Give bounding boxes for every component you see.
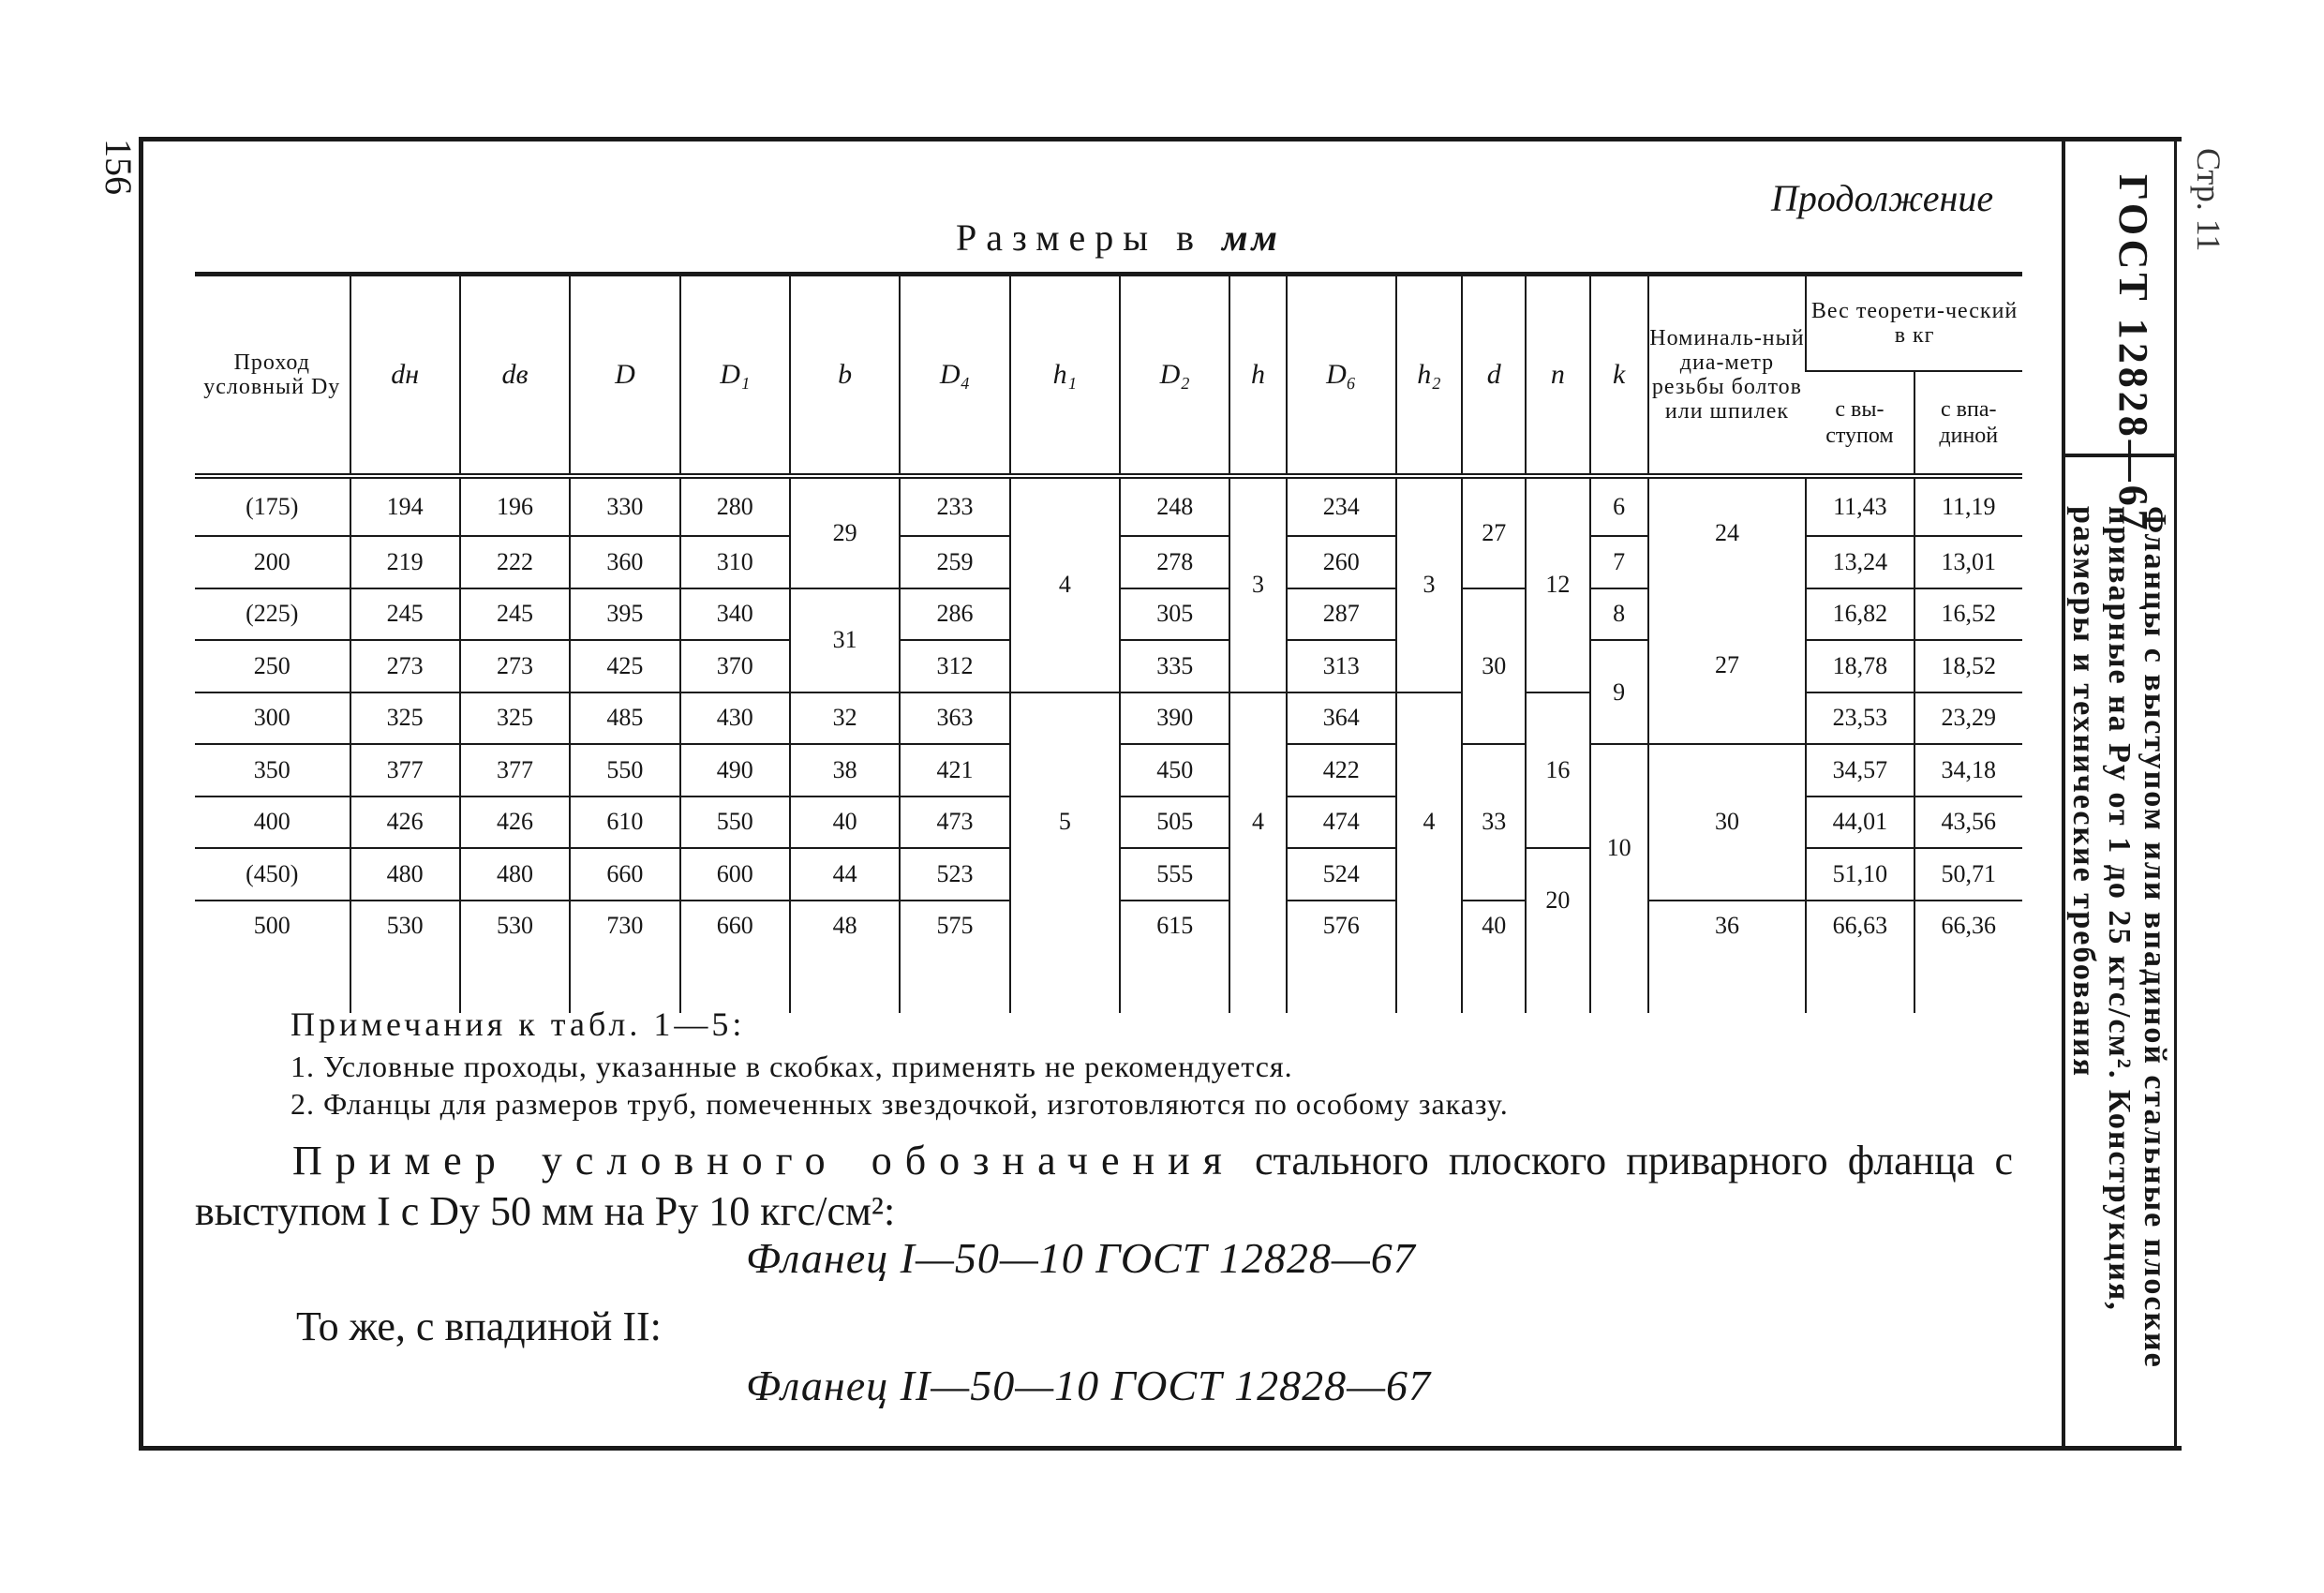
- cell-n-merged: 12: [1526, 476, 1589, 692]
- cell-D: 610: [570, 796, 679, 849]
- cell-k: 8: [1590, 588, 1648, 641]
- cell-D: 395: [570, 588, 679, 641]
- cell-dn: 325: [350, 692, 460, 745]
- cell-b: 32: [790, 692, 900, 745]
- same-recessed: То же, с впадиной II:: [296, 1303, 662, 1349]
- cell-dv: 426: [460, 796, 570, 849]
- header-dn: dн: [350, 275, 460, 477]
- cell-D4: 286: [900, 588, 1009, 641]
- cell-dv: 196: [460, 476, 570, 536]
- cell-D6: 313: [1287, 640, 1396, 692]
- header-b: b: [790, 275, 900, 477]
- cell-D2: 278: [1120, 536, 1229, 588]
- sheet-label: Стр. 11: [2190, 148, 2227, 252]
- cell-bolt-merged: 30: [1648, 744, 1807, 901]
- cell-h-merged: 4: [1229, 692, 1286, 952]
- title-line: приварные на Py от 1 до 25 кгс/см². Конструкция,: [2102, 506, 2137, 1312]
- cell-w2: 43,56: [1914, 796, 2022, 849]
- cell-h1-merged: 5: [1010, 692, 1120, 952]
- cell-dn: 194: [350, 476, 460, 536]
- table-caption: [956, 216, 1281, 260]
- cell-D1: 280: [680, 476, 790, 536]
- cell-D4: 233: [900, 476, 1009, 536]
- cell-D6: 474: [1287, 796, 1396, 849]
- cell-D1: 340: [680, 588, 790, 641]
- cell-D2: 450: [1120, 744, 1229, 796]
- cell-h2-merged: 4: [1396, 692, 1462, 952]
- header-D2: D₂: [1120, 275, 1229, 477]
- cell-bolt: 36: [1648, 901, 1807, 952]
- cell-w1: 44,01: [1806, 796, 1914, 849]
- header-D4: D₄: [900, 275, 1009, 477]
- header-passage: Проход условный Dу: [195, 275, 350, 477]
- cell-D2: 615: [1120, 901, 1229, 952]
- cell-dv: 245: [460, 588, 570, 641]
- cell-b: 44: [790, 848, 900, 901]
- cell-h1-merged: 4: [1010, 476, 1120, 692]
- cell-dn: 273: [350, 640, 460, 692]
- cell-dn: 219: [350, 536, 460, 588]
- page-number: 156: [97, 139, 140, 195]
- cell-dv: 377: [460, 744, 570, 796]
- cell-Dy: (175): [195, 476, 350, 536]
- cell-k-merged: 9: [1590, 640, 1648, 744]
- cell-d-merged: 27: [1462, 476, 1526, 588]
- cell-dv: 325: [460, 692, 570, 745]
- title-line: размеры и технические требования: [2066, 506, 2101, 1078]
- example-lead: Пример условного обозначения: [292, 1138, 1235, 1184]
- cell-dn: 377: [350, 744, 460, 796]
- cell-dv: 222: [460, 536, 570, 588]
- header-D: D: [570, 275, 679, 477]
- cell-D: 330: [570, 476, 679, 536]
- cell-Dy: (450): [195, 848, 350, 901]
- header-h2: h₂: [1396, 275, 1462, 477]
- cell-b-merged: 29: [790, 476, 900, 588]
- header-d: d: [1462, 275, 1526, 477]
- cell-w1: 34,57: [1806, 744, 1914, 796]
- note-item: 2. Фланцы для размеров труб, помеченных звездочкой, изготовляются по особому заказу.: [290, 1087, 1509, 1121]
- cell-D1: 660: [680, 901, 790, 952]
- cell-dn: 530: [350, 901, 460, 952]
- cell-Dy: 200: [195, 536, 350, 588]
- notes-heading: Примечания к табл. 1—5:: [290, 1005, 746, 1043]
- cell-D1: 490: [680, 744, 790, 796]
- cell-D4: 523: [900, 848, 1009, 901]
- cell-D2: 505: [1120, 796, 1229, 849]
- cell-D1: 430: [680, 692, 790, 745]
- cell-D6: 287: [1287, 588, 1396, 641]
- cell-D2: 248: [1120, 476, 1229, 536]
- cell-D2: 555: [1120, 848, 1229, 901]
- cell-Dy: 500: [253, 912, 290, 940]
- cell-D2: 335: [1120, 640, 1229, 692]
- cell-D1: 550: [680, 796, 790, 849]
- cell-D1: 600: [680, 848, 790, 901]
- cell-dn: 480: [350, 848, 460, 901]
- cell-D: 360: [570, 536, 679, 588]
- cell-D: 660: [570, 848, 679, 901]
- cell-D1: 310: [680, 536, 790, 588]
- header-weight-recessed: с впа-диной: [1914, 371, 2022, 476]
- cell-dn: 245: [350, 588, 460, 641]
- cell-Dy: 250: [195, 640, 350, 692]
- cell-D4: 259: [900, 536, 1009, 588]
- cell-w2: 18,52: [1914, 640, 2022, 692]
- cell-D6: 260: [1287, 536, 1396, 588]
- cell-d-merged: 30: [1462, 588, 1526, 745]
- cell-D6: 422: [1287, 744, 1396, 796]
- gost-number: ГОСТ 12828—67: [2110, 174, 2156, 534]
- cell-w1: 18,78: [1806, 640, 1914, 692]
- cell-D6: 234: [1287, 476, 1396, 536]
- cell-w2: 11,19: [1914, 476, 2022, 536]
- cell-D4: 363: [900, 692, 1009, 745]
- cell-D4: 312: [900, 640, 1009, 692]
- cell-w1: 16,82: [1806, 588, 1914, 641]
- cell-bolt-merged: 24: [1648, 476, 1807, 588]
- cell-dv: 273: [460, 640, 570, 692]
- cell-D: 550: [570, 744, 679, 796]
- header-bolt: Номиналь-ный диа-метр резьбы болтов или шпилек: [1648, 275, 1807, 477]
- cell-bolt-merged: 27: [1648, 588, 1807, 745]
- cell-k-merged: 10: [1590, 744, 1648, 951]
- header-weight: Вес теорети-ческий в кг: [1806, 275, 2022, 372]
- dimensions-table: [195, 272, 2022, 1013]
- cell-D2: 305: [1120, 588, 1229, 641]
- cell-w2: 50,71: [1914, 848, 2022, 901]
- cell-b: 38: [790, 744, 900, 796]
- cell-b: 40: [790, 796, 900, 849]
- cell-dv: 530: [460, 901, 570, 952]
- cell-w2: 66,36: [1914, 901, 2022, 952]
- cell-D: 425: [570, 640, 679, 692]
- cell-Dy: 300: [195, 692, 350, 745]
- cell-D6: 524: [1287, 848, 1396, 901]
- header-h1: h₁: [1010, 275, 1120, 477]
- cell-D4: 421: [900, 744, 1009, 796]
- standard-title: [2065, 506, 2172, 1369]
- caption-text: Размеры в: [956, 216, 1204, 259]
- cell-D2: 390: [1120, 692, 1229, 745]
- cell-D1: 370: [680, 640, 790, 692]
- cell-w1: 23,53: [1806, 692, 1914, 745]
- side-border: [2174, 137, 2177, 1451]
- cell-dv: 480: [460, 848, 570, 901]
- cell-Dy: 350: [195, 744, 350, 796]
- formula-raised: Фланец I—50—10 ГОСТ 12828—67: [746, 1234, 1416, 1282]
- cell-w2: 34,18: [1914, 744, 2022, 796]
- header-D1: D₁: [680, 275, 790, 477]
- cell-w2: 13,01: [1914, 536, 2022, 588]
- cell-w1: 66,63: [1806, 901, 1914, 952]
- cell-n-merged: 16: [1526, 692, 1589, 849]
- header-weight-raised: с вы-ступом: [1806, 371, 1914, 476]
- cell-D4: 575: [900, 901, 1009, 952]
- title-line: Фланцы с выступом или впадиной стальные плоские: [2138, 506, 2172, 1369]
- formula-recessed: Фланец II—50—10 ГОСТ 12828—67: [746, 1362, 1432, 1409]
- cell-d-merged: 33: [1462, 744, 1526, 901]
- cell-n-merged: 20: [1526, 848, 1589, 951]
- cell-D6: 576: [1287, 901, 1396, 952]
- cell-D4: 473: [900, 796, 1009, 849]
- cell-Dy: 400: [195, 796, 350, 849]
- cell-D6: 364: [1287, 692, 1396, 745]
- example-rest: стального плоского приварного фланца с выступом I с Dу 50 мм на Pу 10 кгс/см²:: [195, 1138, 2013, 1234]
- header-dv: dв: [460, 275, 570, 477]
- cell-k: 6: [1590, 476, 1648, 536]
- cell-w1: 11,43: [1806, 476, 1914, 536]
- cell-D: 730: [570, 901, 679, 952]
- header-n: n: [1526, 275, 1589, 477]
- cell-w2: 23,29: [1914, 692, 2022, 745]
- header-h: h: [1229, 275, 1286, 477]
- cell-k: 7: [1590, 536, 1648, 588]
- cell-w1: 51,10: [1806, 848, 1914, 901]
- cell-dn: 426: [350, 796, 460, 849]
- cell-Dy: (225): [195, 588, 350, 641]
- cell-h2-merged: 3: [1396, 476, 1462, 692]
- cell-D: 485: [570, 692, 679, 745]
- designation-example: [195, 1136, 2013, 1237]
- note-item: 1. Условные проходы, указанные в скобках, применять не рекомендуется.: [290, 1050, 1293, 1083]
- cell-h-merged: 3: [1229, 476, 1286, 692]
- cell-d: 40: [1462, 901, 1526, 952]
- header-D6: D₆: [1287, 275, 1396, 477]
- cell-b: 48: [790, 901, 900, 952]
- cell-w1: 13,24: [1806, 536, 1914, 588]
- header-k: k: [1590, 275, 1648, 477]
- caption-unit: мм: [1222, 216, 1281, 259]
- cell-b-merged: 31: [790, 588, 900, 692]
- continuation-label: Продолжение: [1771, 177, 1994, 219]
- cell-w2: 16,52: [1914, 588, 2022, 641]
